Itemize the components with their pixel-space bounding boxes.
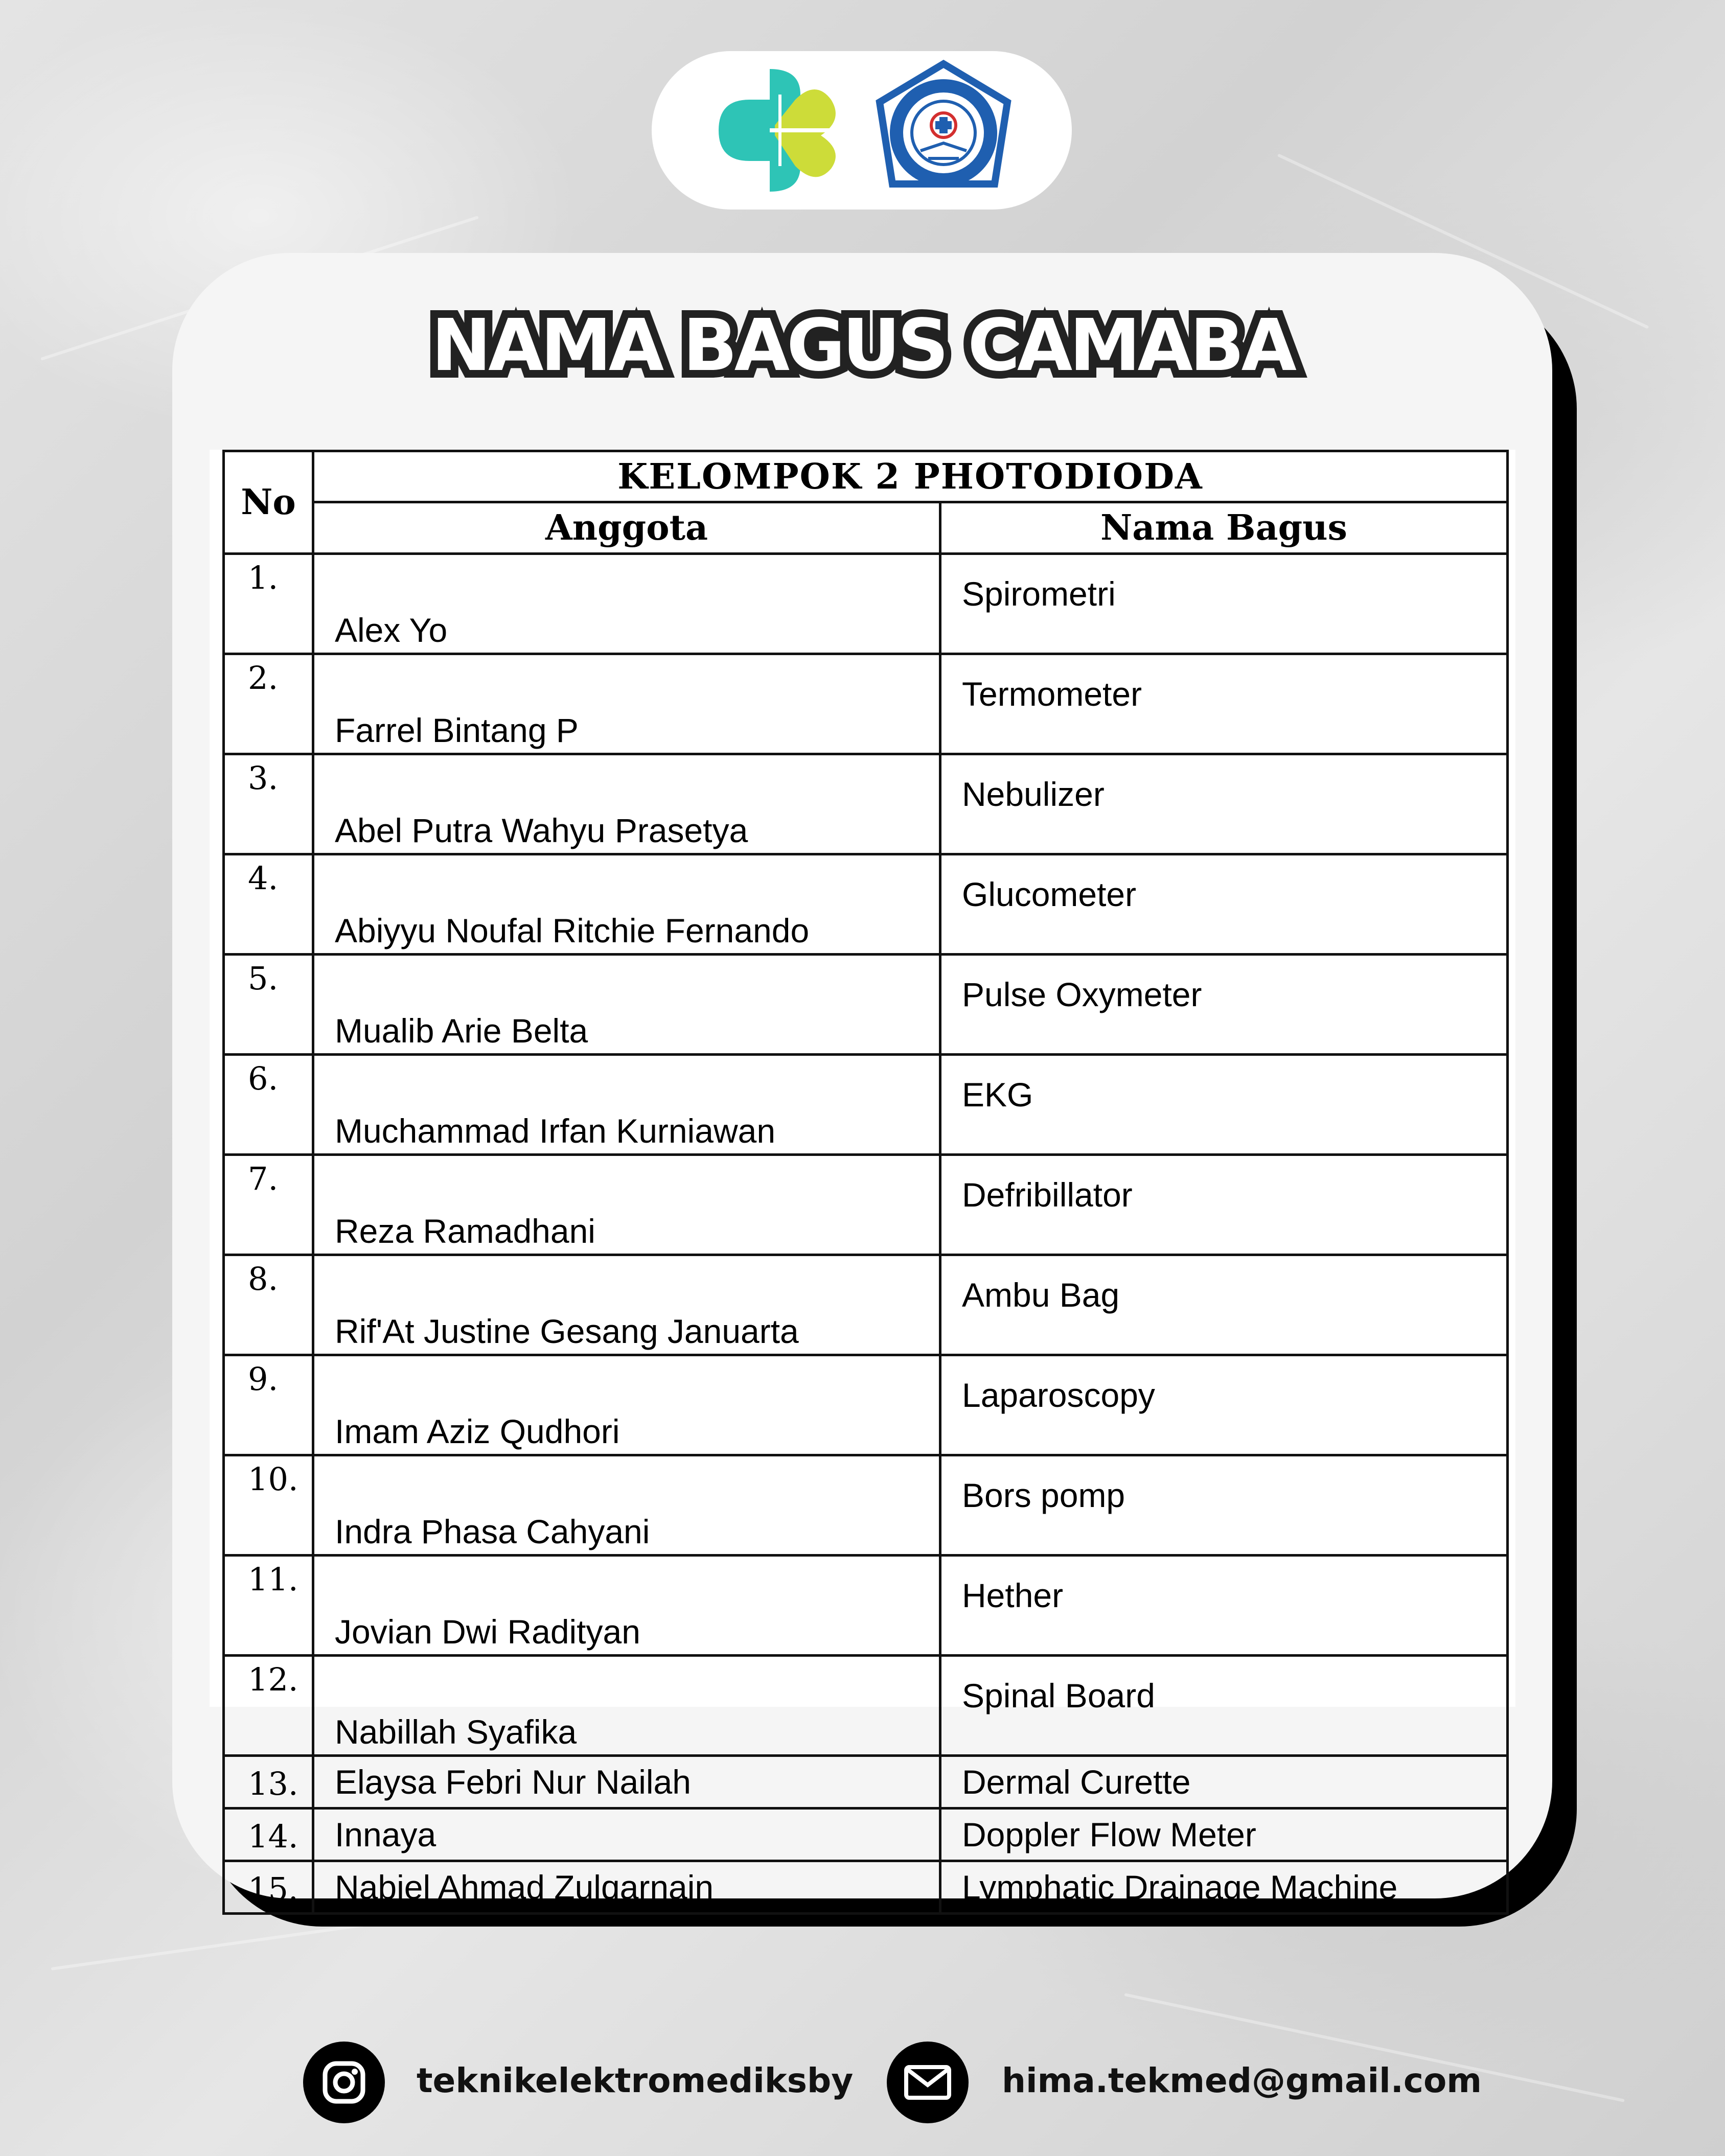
mail-icon[interactable] — [887, 2042, 969, 2123]
alias-name: Bors pomp — [940, 1455, 1508, 1556]
alias-name: Hether — [940, 1556, 1508, 1656]
row-number: 4. — [224, 854, 313, 955]
alias-name: Pulse Oxymeter — [940, 955, 1508, 1055]
page-title: NAMA BAGUS CAMABA — [431, 304, 1294, 387]
member-name: Indra Phasa Cahyani — [313, 1455, 940, 1556]
row-number: 15. — [224, 1861, 313, 1914]
member-name: Nabiel Ahmad Zulqarnain — [313, 1861, 940, 1914]
table-row — [224, 955, 1508, 1055]
table-row — [224, 854, 1508, 955]
table-row — [224, 1255, 1508, 1355]
table-row — [224, 1809, 1508, 1861]
table-row — [224, 754, 1508, 854]
logo-header — [652, 51, 1072, 210]
table-row — [224, 1455, 1508, 1556]
footer — [0, 2042, 1725, 2123]
alias-name: Laparoscopy — [940, 1355, 1508, 1455]
ministry-health-logo — [708, 64, 841, 197]
table-container — [210, 450, 1515, 1908]
table-row — [224, 1656, 1508, 1756]
member-name: Abiyyu Noufal Ritchie Fernando — [313, 854, 940, 955]
row-number: 12. — [224, 1656, 313, 1756]
member-name: Abel Putra Wahyu Prasetya — [313, 754, 940, 854]
group-title: KELOMPOK 2 PHOTODIODA — [313, 451, 1508, 502]
member-name: Mualib Arie Belta — [313, 955, 940, 1055]
row-number: 7. — [224, 1155, 313, 1255]
alias-name: Ambu Bag — [940, 1255, 1508, 1355]
alias-name: Termometer — [940, 654, 1508, 754]
alias-name: Spirometri — [940, 554, 1508, 654]
email-address[interactable]: hima.tekmed@gmail.com — [1002, 2061, 1482, 2100]
alias-name: Nebulizer — [940, 754, 1508, 854]
alias-name: Glucometer — [940, 854, 1508, 955]
hima-tekmed-logo — [872, 59, 1015, 202]
table-row — [224, 654, 1508, 754]
alias-name: Dermal Curette — [940, 1756, 1508, 1809]
alias-name: Defribillator — [940, 1155, 1508, 1255]
members-table — [222, 450, 1509, 1915]
table-row — [224, 1756, 1508, 1809]
row-number: 10. — [224, 1455, 313, 1556]
member-name: Muchammad Irfan Kurniawan — [313, 1055, 940, 1155]
alias-name: EKG — [940, 1055, 1508, 1155]
table-row — [224, 554, 1508, 654]
member-name: Alex Yo — [313, 554, 940, 654]
table-body — [224, 554, 1508, 1914]
member-name: Jovian Dwi Radityan — [313, 1556, 940, 1656]
alias-name: Spinal Board — [940, 1656, 1508, 1756]
row-number: 5. — [224, 955, 313, 1055]
row-number: 11. — [224, 1556, 313, 1656]
table-row — [224, 1155, 1508, 1255]
table-row — [224, 1355, 1508, 1455]
table-row — [224, 1055, 1508, 1155]
row-number: 3. — [224, 754, 313, 854]
table-row — [224, 1861, 1508, 1914]
member-name: Rif'At Justine Gesang Januarta — [313, 1255, 940, 1355]
table-row — [224, 1556, 1508, 1656]
row-number: 14. — [224, 1809, 313, 1861]
member-name: Farrel Bintang P — [313, 654, 940, 754]
alias-name: Lymphatic Drainage Machine — [940, 1861, 1508, 1914]
row-number: 9. — [224, 1355, 313, 1455]
member-name: Imam Aziz Qudhori — [313, 1355, 940, 1455]
member-name: Reza Ramadhani — [313, 1155, 940, 1255]
row-number: 2. — [224, 654, 313, 754]
header-member: Anggota — [313, 502, 940, 554]
member-name: Innaya — [313, 1809, 940, 1861]
header-no: No — [224, 451, 313, 554]
row-number: 1. — [224, 554, 313, 654]
row-number: 13. — [224, 1756, 313, 1809]
member-name: Elaysa Febri Nur Nailah — [313, 1756, 940, 1809]
alias-name: Doppler Flow Meter — [940, 1809, 1508, 1861]
instagram-icon[interactable] — [303, 2042, 385, 2123]
member-name: Nabillah Syafika — [313, 1656, 940, 1756]
row-number: 8. — [224, 1255, 313, 1355]
header-alias: Nama Bagus — [940, 502, 1508, 554]
instagram-handle[interactable]: teknikelektromediksby — [417, 2061, 854, 2100]
row-number: 6. — [224, 1055, 313, 1155]
